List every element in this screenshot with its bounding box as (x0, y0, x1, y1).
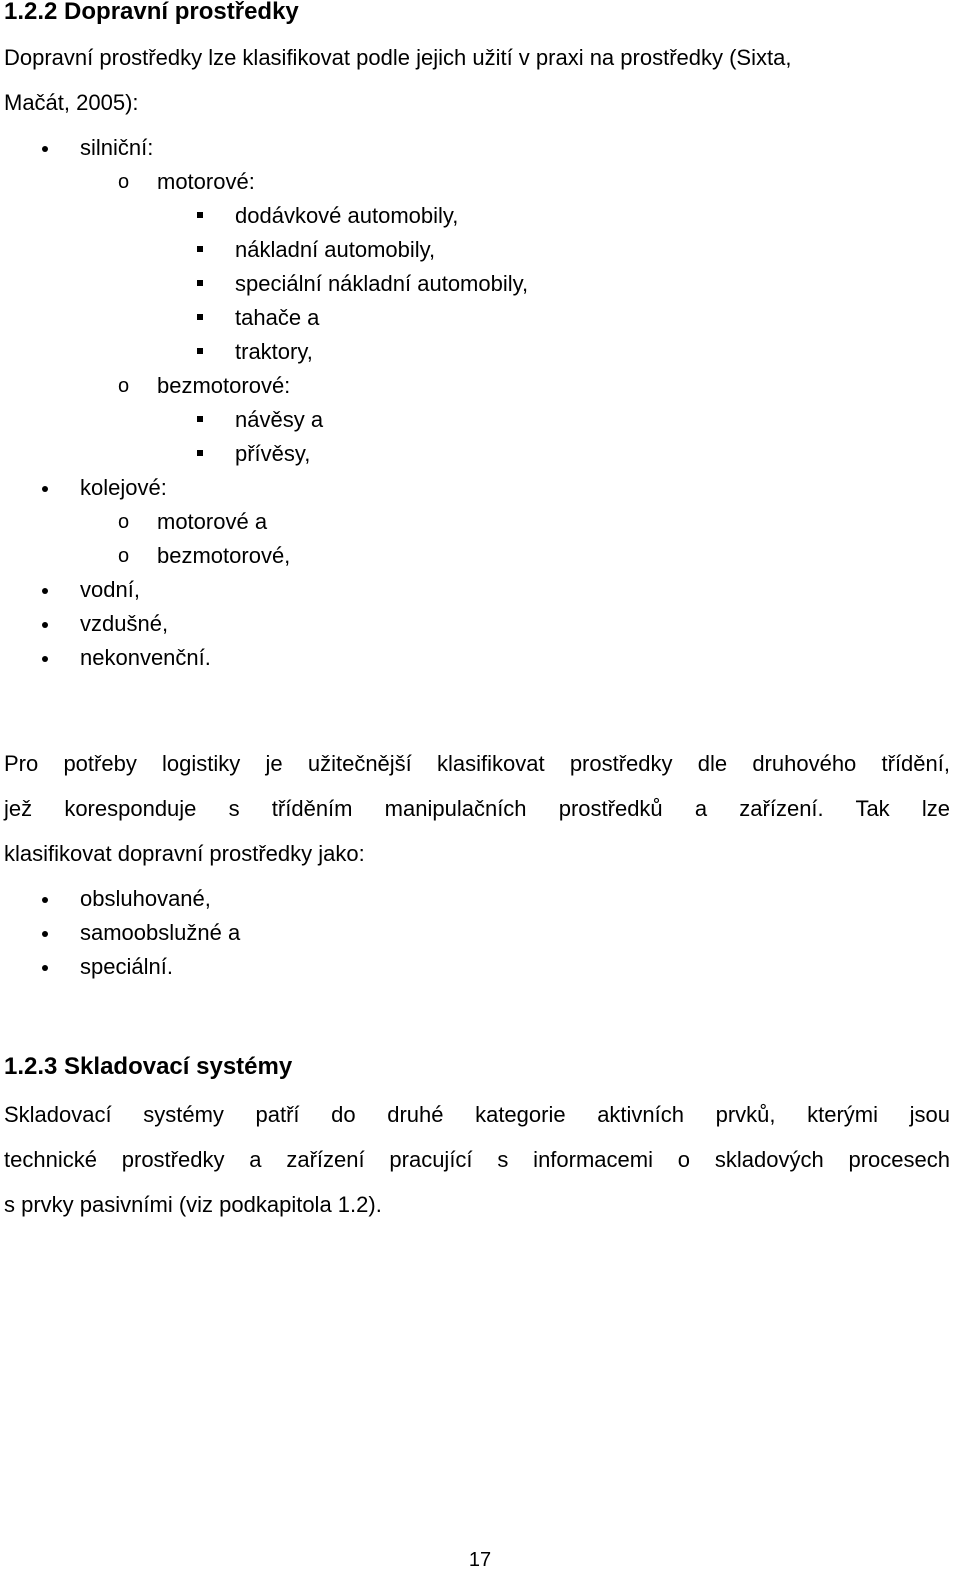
list-item-traktory: traktory, (235, 339, 313, 364)
list-item-specialni-nakladni: speciální nákladní automobily, (235, 271, 529, 296)
list-item-kolej-bezmotorove: bezmotorové, (157, 543, 291, 568)
square-bullet-icon (197, 348, 203, 354)
list-item-vodni: vodní, (80, 577, 140, 602)
square-bullet-icon (197, 416, 203, 422)
bullet-icon (42, 588, 48, 594)
intro-line-1: Dopravní prostředky lze klasifikovat podle jejich užití v praxi na prostředky (Sixta, (4, 45, 792, 70)
list-item-bezmotorove: bezmotorové: (157, 373, 291, 398)
bullet-icon (42, 965, 48, 971)
square-bullet-icon (197, 280, 203, 286)
bullet-icon (42, 931, 48, 937)
list-item-obsluhovane: obsluhované, (80, 886, 211, 911)
list-item-motorove: motorové: (157, 169, 255, 194)
circle-bullet-icon: o (118, 511, 130, 533)
intro-line-2: Mačát, 2005): (4, 90, 139, 115)
square-bullet-icon (197, 246, 203, 252)
circle-bullet-icon: o (118, 545, 130, 567)
bullet-icon (42, 146, 48, 152)
list-item-kolejove: kolejové: (80, 475, 167, 500)
page-number: 17 (468, 1549, 492, 1571)
section2-line-3: s prvky pasivními (viz podkapitola 1.2). (4, 1192, 382, 1217)
list-item-tahace: tahače a (235, 305, 320, 330)
list-item-kolej-motorove: motorové a (157, 509, 268, 534)
bullet-icon (42, 622, 48, 628)
list-item-silnicni: silniční: (80, 135, 154, 160)
section-heading-skladovaci: 1.2.3 Skladovací systémy (4, 1053, 293, 1080)
list-item-samoobsluzne: samoobslužné a (80, 920, 241, 945)
square-bullet-icon (197, 314, 203, 320)
bullet-icon (42, 897, 48, 903)
square-bullet-icon (197, 450, 203, 456)
paragraph-line-2: jež koresponduje s tříděním manipulačních prostředků a zařízení. Tak lze (4, 796, 950, 821)
list-item-privesy: přívěsy, (235, 441, 311, 466)
list-item-navesy: návěsy a (235, 407, 324, 432)
section2-line-2: technické prostředky a zařízení pracující s informacemi o skladových procesech (4, 1147, 950, 1172)
list-item-nakladni: nákladní automobily, (235, 237, 436, 262)
section2-line-1: Skladovací systémy patří do druhé kategorie aktivních prvků, kterými jsou (4, 1102, 950, 1127)
circle-bullet-icon: o (118, 171, 130, 193)
square-bullet-icon (197, 212, 203, 218)
paragraph-line-3: klasifikovat dopravní prostředky jako: (4, 841, 365, 866)
list-item-nekonvencni: nekonvenční. (80, 645, 211, 670)
bullet-icon (42, 656, 48, 662)
section-heading-dopravni: 1.2.2 Dopravní prostředky (4, 0, 299, 25)
bullet-icon (42, 486, 48, 492)
list-item-specialni: speciální. (80, 954, 173, 979)
list-item-vzdusne: vzdušné, (80, 611, 169, 636)
circle-bullet-icon: o (118, 375, 130, 397)
list-item-dodavkove: dodávkové automobily, (235, 203, 459, 228)
paragraph-line-1: Pro potřeby logistiky je užitečnější klasifikovat prostředky dle druhového třídění, (4, 751, 950, 776)
